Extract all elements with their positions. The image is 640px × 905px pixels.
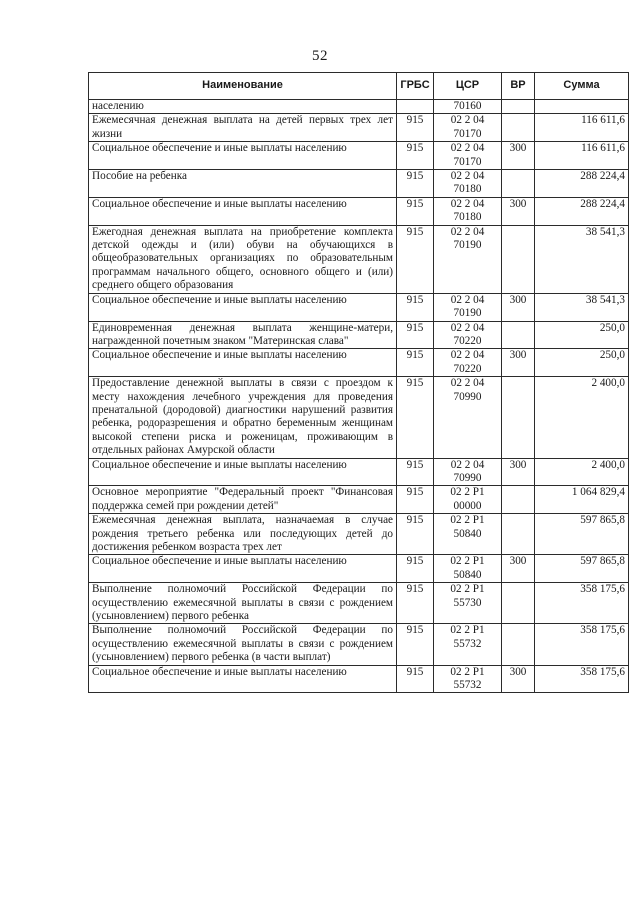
table-row: [89, 114, 629, 142]
row-vr: [502, 624, 535, 665]
table-row: [89, 665, 629, 693]
row-csr: 70160: [434, 100, 502, 114]
row-vr: [502, 514, 535, 555]
row-grbs: 915: [397, 349, 434, 377]
row-sum: [535, 100, 629, 114]
table-row: [89, 486, 629, 514]
table-row: [89, 170, 629, 198]
row-csr: 02 2 P1 55732: [434, 665, 502, 693]
row-sum: 38 541,3: [535, 293, 629, 321]
row-vr: [502, 377, 535, 458]
table-header: [89, 73, 629, 100]
row-vr: 300: [502, 555, 535, 583]
row-sum: 250,0: [535, 321, 629, 349]
row-grbs: 915: [397, 624, 434, 665]
header-name: Наименование: [89, 73, 397, 100]
row-csr: 02 2 04 70180: [434, 197, 502, 225]
row-name: Предоставление денежной выплаты в связи с проездом к месту нахождения лечебного учреждения для проведения пренатальной (дородовой) диагностики нарушений развития ребенка, родоразрешения и обратно беременным женщинам высокой степени риска и роженицам, проживающим в отдельных районах Амурской области: [89, 377, 397, 458]
table-row: [89, 142, 629, 170]
row-csr: 02 2 04 70180: [434, 170, 502, 198]
header-row: [89, 73, 629, 100]
row-grbs: 915: [397, 170, 434, 198]
row-csr: 02 2 04 70220: [434, 349, 502, 377]
row-name: Выполнение полномочий Российской Федерации по осуществлению ежемесячной выплаты в связи с рождением (усыновлением) первого ребенка (в части выплат): [89, 624, 397, 665]
row-csr: 02 2 P1 50840: [434, 555, 502, 583]
row-name: Единовременная денежная выплата женщине-матери, награжденной почетным знаком "Материнская слава": [89, 321, 397, 349]
row-name: Социальное обеспечение и иные выплаты населению: [89, 293, 397, 321]
row-grbs: [397, 100, 434, 114]
row-sum: 597 865,8: [535, 514, 629, 555]
row-sum: 288 224,4: [535, 197, 629, 225]
row-grbs: 915: [397, 555, 434, 583]
row-name: населению: [89, 100, 397, 114]
row-grbs: 915: [397, 486, 434, 514]
row-csr: 02 2 04 70990: [434, 458, 502, 486]
row-sum: 250,0: [535, 349, 629, 377]
row-vr: [502, 100, 535, 114]
row-grbs: 915: [397, 514, 434, 555]
row-sum: 2 400,0: [535, 377, 629, 458]
table-row: [89, 349, 629, 377]
row-vr: 300: [502, 293, 535, 321]
row-csr: 02 2 P1 00000: [434, 486, 502, 514]
table-row: [89, 293, 629, 321]
row-vr: [502, 170, 535, 198]
header-csr: ЦСР: [434, 73, 502, 100]
row-name: Ежегодная денежная выплата на приобретение комплекта детской одежды и (или) обуви на обучающихся в общеобразовательных организациях по образовательным программам начального общего, основного общего и (или) среднего общего образования: [89, 225, 397, 293]
row-vr: [502, 321, 535, 349]
row-sum: 2 400,0: [535, 458, 629, 486]
row-vr: 300: [502, 349, 535, 377]
table-body: [89, 100, 629, 693]
row-name: Выполнение полномочий Российской Федерации по осуществлению ежемесячной выплаты в связи с рождением (усыновлением) первого ребенка: [89, 583, 397, 624]
row-grbs: 915: [397, 583, 434, 624]
row-sum: 597 865,8: [535, 555, 629, 583]
row-sum: 116 611,6: [535, 114, 629, 142]
row-grbs: 915: [397, 225, 434, 293]
table-row: [89, 624, 629, 665]
row-vr: 300: [502, 665, 535, 693]
row-csr: 02 2 04 70170: [434, 114, 502, 142]
table-row: [89, 197, 629, 225]
row-grbs: 915: [397, 458, 434, 486]
row-name: Ежемесячная денежная выплата на детей первых трех лет жизни: [89, 114, 397, 142]
row-vr: [502, 114, 535, 142]
row-sum: 1 064 829,4: [535, 486, 629, 514]
header-grbs: ГРБС: [397, 73, 434, 100]
row-vr: 300: [502, 458, 535, 486]
row-grbs: 915: [397, 377, 434, 458]
row-csr: 02 2 P1 55732: [434, 624, 502, 665]
row-sum: 358 175,6: [535, 624, 629, 665]
row-name: Социальное обеспечение и иные выплаты населению: [89, 349, 397, 377]
table-row: [89, 321, 629, 349]
table-row: [89, 514, 629, 555]
budget-table: [88, 72, 629, 693]
row-grbs: 915: [397, 321, 434, 349]
row-vr: 300: [502, 142, 535, 170]
row-vr: [502, 486, 535, 514]
row-csr: 02 2 04 70990: [434, 377, 502, 458]
table-row: [89, 225, 629, 293]
page-number: 52: [312, 48, 328, 64]
table-row: [89, 583, 629, 624]
row-csr: 02 2 04 70190: [434, 225, 502, 293]
row-name: Социальное обеспечение и иные выплаты населению: [89, 665, 397, 693]
table-row: [89, 100, 629, 114]
row-sum: 38 541,3: [535, 225, 629, 293]
row-csr: 02 2 04 70170: [434, 142, 502, 170]
table-row: [89, 458, 629, 486]
row-name: Основное мероприятие "Федеральный проект "Финансовая поддержка семей при рождении детей": [89, 486, 397, 514]
row-name: Пособие на ребенка: [89, 170, 397, 198]
row-grbs: 915: [397, 293, 434, 321]
header-vr: ВР: [502, 73, 535, 100]
header-sum: Сумма: [535, 73, 629, 100]
row-vr: 300: [502, 197, 535, 225]
row-csr: 02 2 P1 55730: [434, 583, 502, 624]
row-grbs: 915: [397, 142, 434, 170]
row-sum: 358 175,6: [535, 583, 629, 624]
row-csr: 02 2 P1 50840: [434, 514, 502, 555]
row-sum: 116 611,6: [535, 142, 629, 170]
row-sum: 288 224,4: [535, 170, 629, 198]
row-name: Социальное обеспечение и иные выплаты населению: [89, 197, 397, 225]
row-csr: 02 2 04 70220: [434, 321, 502, 349]
row-name: Социальное обеспечение и иные выплаты населению: [89, 458, 397, 486]
row-sum: 358 175,6: [535, 665, 629, 693]
table-row: [89, 555, 629, 583]
row-csr: 02 2 04 70190: [434, 293, 502, 321]
row-grbs: 915: [397, 665, 434, 693]
row-name: Социальное обеспечение и иные выплаты населению: [89, 555, 397, 583]
row-vr: [502, 225, 535, 293]
table-row: [89, 377, 629, 458]
row-vr: [502, 583, 535, 624]
row-name: Социальное обеспечение и иные выплаты населению: [89, 142, 397, 170]
row-grbs: 915: [397, 197, 434, 225]
row-name: Ежемесячная денежная выплата, назначаемая в случае рождения третьего ребенка или последующих детей до достижения ребенком возраста трех лет: [89, 514, 397, 555]
row-grbs: 915: [397, 114, 434, 142]
